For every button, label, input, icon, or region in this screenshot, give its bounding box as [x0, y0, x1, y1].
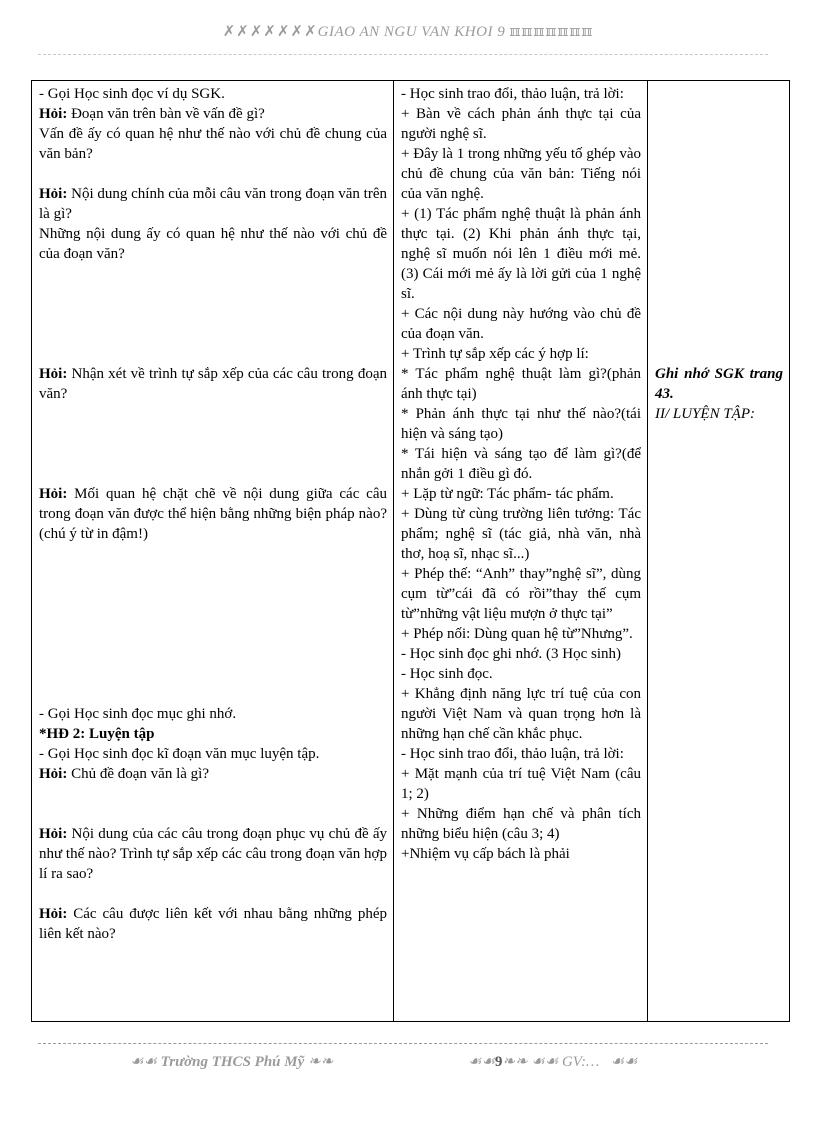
student-line: + Khẳng định năng lực trí tuệ của con người Việt Nam và quan trọng hơn là những hạn chế cần khắc phục.	[401, 686, 641, 742]
footer-page-info	[468, 1052, 637, 1071]
student-line: + Phép thế: “Anh” thay”nghệ sĩ”, dùng cụm từ”cái đã có rồi”thay thế cụm từ”những vật liệu mượn ở thực tại”	[401, 566, 641, 622]
page-header	[0, 22, 816, 41]
student-line: - Học sinh đọc ghi nhớ. (3 Học sinh)	[401, 646, 621, 662]
notes-block	[655, 364, 783, 424]
student-line: + Trình tự sắp xếp các ý hợp lí:	[401, 346, 589, 362]
notes-cell	[648, 81, 790, 1022]
note-reference: Ghi nhớ SGK trang 43.	[655, 366, 783, 402]
student-line: +Nhiệm vụ cấp bách là phải	[401, 846, 570, 862]
header-ornament-right: ℼℼℼℼℼℼℼ	[509, 24, 594, 40]
student-line: - Học sinh trao đổi, thảo luận, trả lời:	[401, 746, 624, 762]
question-3: Hỏi: Nhận xét về trình tự sắp xếp của các câu trong đoạn văn?	[39, 366, 387, 402]
teacher-read-practice: - Gọi Học sinh đọc kĩ đoạn văn mục luyện tập.	[39, 746, 320, 762]
footer-ornament: ❧❧	[502, 1054, 528, 1070]
footer-school	[130, 1052, 333, 1071]
footer-ornament: ☙☙	[610, 1054, 638, 1070]
teacher-label: GV:…	[561, 1054, 600, 1070]
student-line: - Học sinh đọc.	[401, 666, 493, 682]
activity-2-heading: *HĐ 2: Luyện tập	[39, 726, 155, 742]
footer-divider	[38, 1043, 768, 1044]
footer-ornament: ☙☙	[531, 1054, 559, 1070]
question-5: Hỏi: Chủ đề đoạn văn là gì?	[39, 766, 209, 782]
header-ornament-left: ✗✗✗✗✗✗✗	[222, 24, 318, 40]
question-4: Hỏi: Mối quan hệ chặt chẽ về nội dung giữa các câu trong đoạn văn được thể hiện bằng những biện pháp nào?(chú ý từ in đậm!)	[39, 486, 387, 542]
question-1-follow: Vấn đề ấy có quan hệ như thế nào với chủ đề chung của văn bản?	[39, 126, 387, 162]
student-line: + Mặt mạnh của trí tuệ Việt Nam (câu 1; 2)	[401, 766, 641, 802]
school-name: Trường THCS Phú Mỹ	[160, 1054, 305, 1070]
teacher-read-note: - Gọi Học sinh đọc mục ghi nhớ.	[39, 706, 237, 722]
student-line: + Lặp từ ngữ: Tác phẩm- tác phẩm.	[401, 486, 614, 502]
student-line: - Học sinh trao đổi, thảo luận, trả lời:	[401, 86, 624, 102]
question-7: Hỏi: Các câu được liên kết với nhau bằng những phép liên kết nào?	[39, 906, 387, 942]
question-2-follow: Những nội dung ấy có quan hệ như thế nào với chủ đề của đoạn văn?	[39, 226, 387, 262]
student-activity-cell	[394, 81, 648, 1022]
footer-ornament: ☙☙	[130, 1054, 157, 1070]
student-line: + (1) Tác phẩm nghệ thuật là phản ánh thực tại. (2) Khi phản ánh thực tại, nghệ sĩ muốn nói lên 1 điều mới mẻ. (3) Cái mới mẻ ấy là lời gửi của 1 nghệ sĩ.	[401, 206, 641, 302]
footer-ornament: ☙☙	[468, 1054, 495, 1070]
lesson-plan-table	[31, 80, 790, 1022]
student-line: + Đây là 1 trong những yếu tố ghép vào chủ đề chung của văn bản: Tiếng nói của văn nghệ.	[401, 146, 641, 202]
header-title: GIAO AN NGU VAN KHOI 9	[317, 24, 506, 40]
header-divider	[38, 54, 768, 55]
student-line: + Dùng từ cùng trường liên tưởng: Tác phẩm; nghệ sĩ (tác giả, nhà văn, nhà thơ, hoạ sĩ, nhạc sĩ...)	[401, 506, 641, 562]
student-line: * Tác phẩm nghệ thuật làm gì?(phản ánh thực tại)	[401, 366, 641, 402]
page-number: 9	[494, 1054, 503, 1070]
teacher-activity-cell	[32, 81, 394, 1022]
student-line: + Phép nối: Dùng quan hệ từ”Nhưng”.	[401, 626, 633, 642]
footer-ornament: ❧❧	[308, 1054, 334, 1070]
table-row	[32, 81, 790, 1022]
section-heading-practice: II/ LUYỆN TẬP:	[655, 406, 756, 422]
question-1: Hỏi: Đoạn văn trên bàn về vấn đề gì?	[39, 106, 265, 122]
student-line: + Bàn về cách phản ánh thực tại của người nghệ sĩ.	[401, 106, 641, 142]
student-line: + Những điểm hạn chế và phân tích những biểu hiện (câu 3; 4)	[401, 806, 641, 842]
student-line: * Phản ánh thực tại như thế nào?(tái hiện và sáng tạo)	[401, 406, 641, 442]
student-line: + Các nội dung này hướng vào chủ đề của đoạn văn.	[401, 306, 641, 342]
question-2: Hỏi: Nội dung chính của mỗi câu văn trong đoạn văn trên là gì?	[39, 186, 387, 222]
student-line: * Tái hiện và sáng tạo để làm gì?(để nhắn gởi 1 điều gì đó.	[401, 446, 641, 482]
teacher-intro: - Gọi Học sinh đọc ví dụ SGK.	[39, 86, 225, 102]
question-6: Hỏi: Nội dung của các câu trong đoạn phục vụ chủ đề ấy như thế nào? Trình tự sắp xếp các câu trong đoạn văn hợp lí ra sao?	[39, 826, 387, 882]
